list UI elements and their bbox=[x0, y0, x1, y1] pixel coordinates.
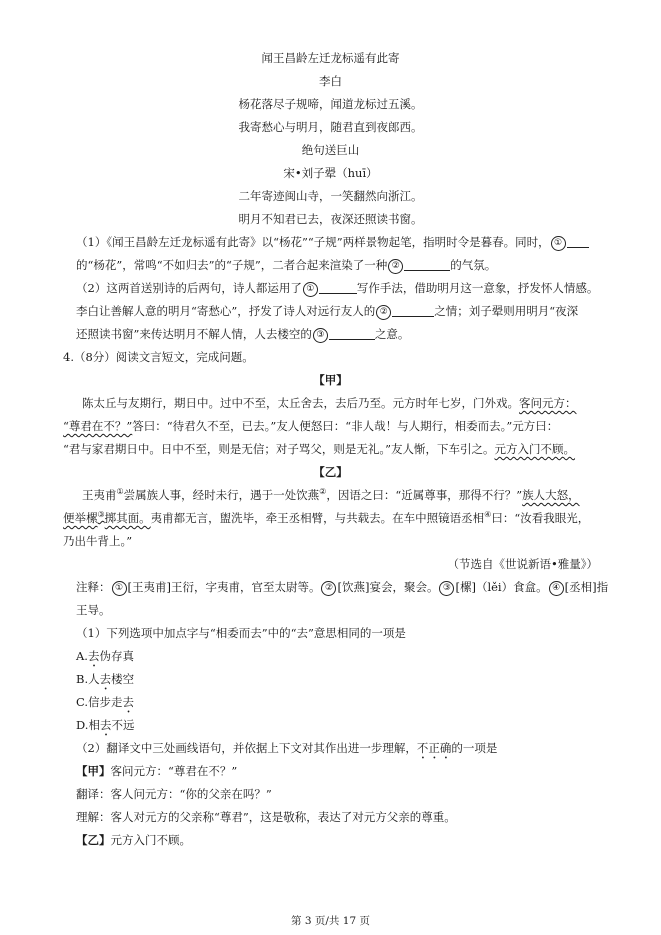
option-d[interactable] bbox=[76, 717, 134, 739]
option-label: C.信步走 bbox=[76, 695, 123, 709]
annotation-label: 注释： bbox=[76, 580, 111, 594]
footnote-marker: ② bbox=[321, 581, 336, 596]
question-text: 李白让善解人意的明月“寄愁心”，抒发了诗人对远行友人的 bbox=[76, 304, 376, 318]
passage-text: 夷甫都无言，盥洗毕，牵王丞相臂，与共载去。在车中照镜语丞相 bbox=[150, 511, 485, 525]
question-text: 的一项是 bbox=[451, 741, 498, 755]
option-label: B.人 bbox=[76, 672, 100, 686]
option-text: 不远 bbox=[111, 718, 135, 732]
option-c[interactable] bbox=[76, 694, 134, 716]
answer-marker: ③ bbox=[313, 328, 328, 343]
question-2-line3 bbox=[76, 326, 409, 343]
poem1-title: 闻王昌龄左迁龙标遥有此寄 bbox=[261, 51, 400, 65]
question-text: （1）《闻王昌龄左迁龙标遥有此寄》以“杨花”“子规”两样景物起笔，指明时令是暮春。同时， bbox=[76, 235, 550, 249]
poem2-author: 宋•刘子翚（huī） bbox=[283, 166, 378, 180]
answer-marker: ① bbox=[551, 236, 566, 251]
poem1-line: 杨花落尽子规啼，闻道龙标过五溪。 bbox=[238, 97, 423, 111]
choice-label: 【乙】 bbox=[76, 833, 111, 847]
passage-jia-label: 【甲】 bbox=[313, 373, 348, 387]
passage-text: ，因语之曰：“近属尊事，那得不行？” bbox=[326, 488, 523, 502]
answer-blank[interactable] bbox=[404, 258, 450, 271]
question-text: （2）这两首送别诗的后两句，诗人都运用了 bbox=[76, 281, 302, 295]
answer-blank[interactable] bbox=[319, 281, 357, 294]
translation-line: 翻译：客人问元方：“你的父亲在吗？” bbox=[76, 787, 272, 801]
passage-text: “君与家君期日中。日中不至，则是无信；对子骂父，则是无礼。”友人惭，下车引之。 bbox=[63, 442, 495, 456]
choice-item-jia bbox=[76, 763, 237, 779]
answer-marker: ② bbox=[388, 259, 403, 274]
poem2-title: 绝句送巨山 bbox=[301, 143, 360, 157]
poem2-line: 明月不知君已去，夜深还照读书窗。 bbox=[238, 212, 423, 226]
question-text: 之意。 bbox=[374, 327, 410, 341]
question-2-line1 bbox=[76, 280, 598, 297]
passage-text: 王夷甫 bbox=[82, 488, 117, 502]
option-a[interactable] bbox=[76, 648, 134, 670]
footnote-marker: ③ bbox=[439, 581, 454, 596]
annotation-line1 bbox=[76, 579, 608, 596]
question-1-line2 bbox=[76, 257, 496, 274]
question-text: 写作手法，借助明月这一意象，抒发怀人情感。 bbox=[356, 281, 599, 295]
footnote-marker: ④ bbox=[484, 510, 492, 520]
annotation-text: [丞相]指 bbox=[564, 580, 609, 594]
wavy-underlined-sentence: 客问元方： bbox=[519, 396, 577, 410]
question-2-line2 bbox=[76, 303, 578, 320]
footnote-marker: ① bbox=[116, 487, 124, 497]
question-1-line1 bbox=[76, 234, 589, 251]
question-text: 的“杨花”，常鸣“不如归去”的“子规”，二者合起来渲染了一种 bbox=[76, 258, 388, 272]
wavy-underlined-sentence: 掷其面。 bbox=[104, 511, 151, 525]
option-text: 伪存真 bbox=[99, 649, 134, 663]
annotation-text: [樏]（lěi）食盒。 bbox=[455, 580, 548, 594]
option-label: A. bbox=[76, 649, 88, 663]
footnote-marker: ④ bbox=[549, 581, 564, 596]
answer-marker: ② bbox=[376, 305, 391, 320]
dotted-character: 去 bbox=[99, 672, 112, 686]
choice-label: 【甲】 bbox=[76, 764, 111, 778]
passage-text: 答曰：“待君久不至，已去。”友人便怒曰：“非人哉！与人期行，相委而去。”元方曰： bbox=[132, 419, 559, 433]
question-text: 还照读书窗”来传达明月不解人情，人去楼空的 bbox=[76, 327, 312, 341]
subquestion-1: （1）下列选项中加点字与“相委而去”中的“去”意思相同的一项是 bbox=[76, 626, 406, 640]
answer-blank[interactable] bbox=[567, 235, 589, 248]
dotted-character: 去 bbox=[99, 718, 112, 732]
subquestion-2 bbox=[76, 740, 497, 762]
emphasized-text: 不正确 bbox=[416, 741, 452, 755]
question-text: （2）翻译文中三处画线语句，并依据上下文对其作出进一步理解， bbox=[76, 741, 417, 755]
footnote-marker: ② bbox=[319, 487, 327, 497]
wavy-underlined-sentence: 族人大怒， bbox=[522, 488, 580, 502]
poem2-line: 二年寄迹闽山寺，一笑翻然向浙江。 bbox=[238, 189, 423, 203]
choice-text: 元方入门不顾。 bbox=[110, 833, 191, 847]
answer-blank[interactable] bbox=[392, 304, 434, 317]
passage-text: 陈太丘与友期行，期日中。过中不至，太丘舍去，去后乃至。元方时年七岁，门外戏。 bbox=[82, 396, 519, 410]
passage-text: 尝属族人事，经时未行，遇于一处饮燕 bbox=[123, 488, 320, 502]
dotted-character: 去 bbox=[87, 649, 100, 663]
page-footer: 第 3 页/共 17 页 bbox=[291, 915, 370, 927]
answer-blank[interactable] bbox=[329, 327, 375, 340]
question-text: 之情；刘子翚则用明月“夜深 bbox=[434, 304, 579, 318]
poem1-author: 李白 bbox=[319, 74, 342, 88]
passage-yi-line2 bbox=[63, 510, 589, 526]
poem1-line: 我寄愁心与明月，随君直到夜郎西。 bbox=[238, 120, 423, 134]
wavy-underlined-sentence: 元方入门不顾。 bbox=[494, 442, 576, 456]
answer-marker: ① bbox=[303, 282, 318, 297]
choice-item-yi bbox=[76, 832, 191, 848]
passage-jia-line3 bbox=[63, 441, 575, 457]
passage-jia-line2 bbox=[63, 418, 558, 434]
option-label: D.相 bbox=[76, 718, 100, 732]
passage-yi-line1 bbox=[82, 487, 580, 503]
footnote-marker: ① bbox=[112, 581, 127, 596]
passage-yi-line3: 乃出牛背上。” bbox=[63, 534, 133, 548]
choice-text: 客问元方：“尊君在不？” bbox=[110, 764, 238, 778]
dotted-character: 去 bbox=[122, 695, 135, 709]
question-text: 的气氛。 bbox=[450, 258, 497, 272]
understanding-line: 理解：客人对元方的父亲称“尊君”，这是敬称，表达了对元方父亲的尊重。 bbox=[76, 810, 456, 824]
wavy-underlined-sentence: 便举樏 bbox=[63, 511, 98, 525]
passage-source: （节选自《世说新语•雅量》） bbox=[447, 557, 598, 571]
option-b[interactable] bbox=[76, 671, 134, 693]
annotation-text: [王夷甫]王衍，字夷甫，官至太尉等。 bbox=[127, 580, 321, 594]
wavy-underlined-sentence: “尊君在不？” bbox=[63, 419, 133, 433]
option-text: 楼空 bbox=[111, 672, 135, 686]
annotation-text: [饮燕]宴会，聚会。 bbox=[337, 580, 439, 594]
passage-yi-label: 【乙】 bbox=[313, 465, 348, 479]
footnote-marker: ③ bbox=[97, 510, 105, 520]
question-4-header: 4.（8分）阅读文言短文，完成问题。 bbox=[63, 350, 254, 364]
annotation-line2: 王导。 bbox=[76, 603, 111, 617]
passage-jia-line1 bbox=[82, 395, 577, 411]
passage-text: 曰：“汝看我眼光， bbox=[491, 511, 590, 525]
